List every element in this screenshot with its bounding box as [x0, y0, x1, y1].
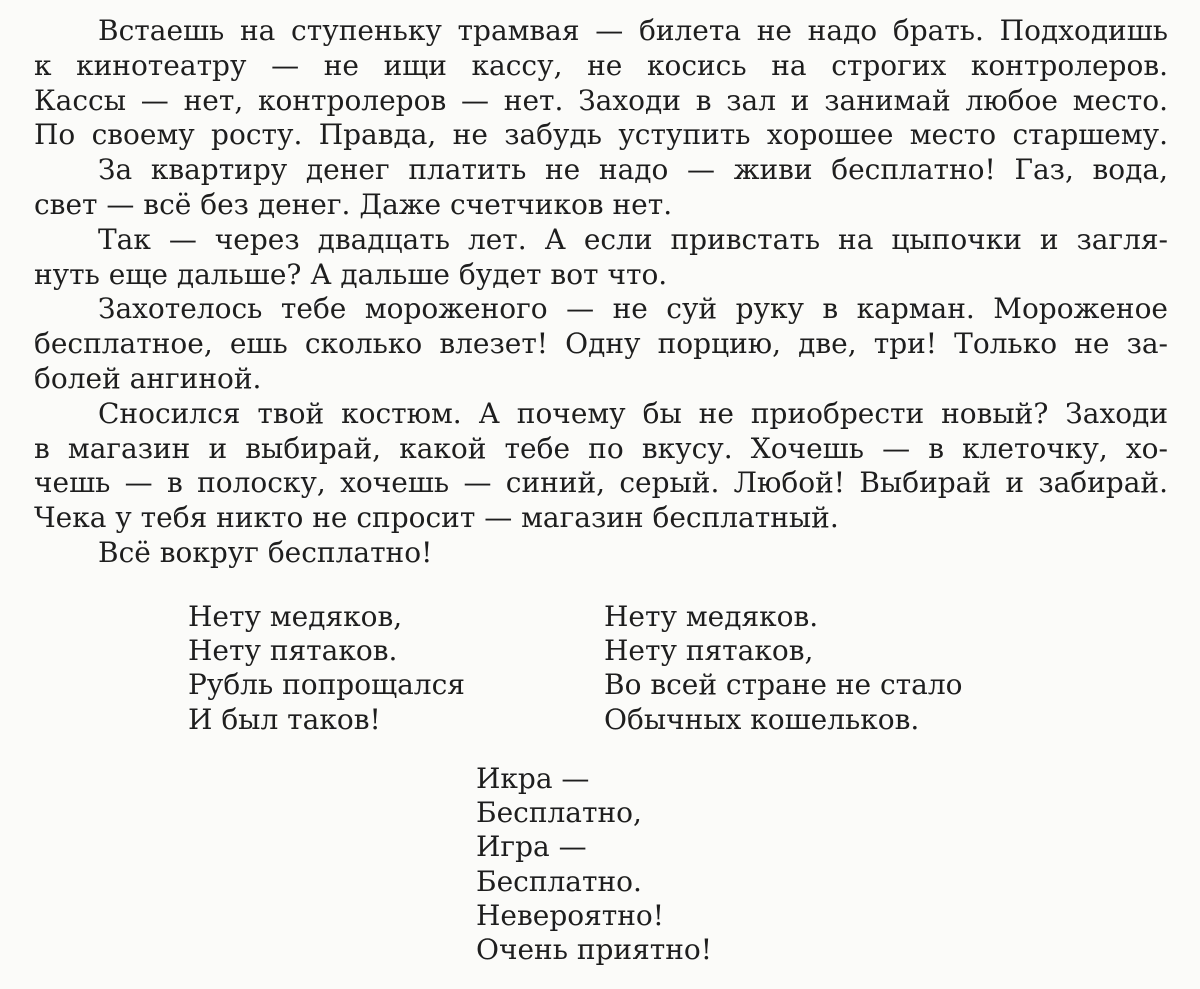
poem-stanza-right	[604, 600, 962, 737]
paragraph-line: Всё вокруг бесплатно!	[98, 535, 433, 569]
poem-line: Икра —	[476, 762, 590, 795]
poem-line: Нету медяков.	[604, 600, 819, 633]
paragraph-line: нуть еще дальше? А дальше будет вот что.	[34, 257, 668, 291]
poem-stanza-left	[188, 600, 465, 737]
poem-line: И был таков!	[188, 702, 381, 736]
poem-line: Нету пятаков,	[604, 634, 814, 668]
paragraph-line: свет — всё без денег. Даже счетчиков нет.	[34, 187, 673, 221]
poem-line: Невероятно!	[476, 898, 665, 932]
paragraph-line: бесплатное, ешь сколько влезет! Одну порцию, две, три! Только не за-	[34, 327, 1168, 361]
paragraph-line: Сносился твой костюм. А почему бы не приобрести новый? Заходи	[98, 396, 1168, 430]
poem-line: Нету пятаков.	[188, 634, 398, 668]
paragraph-line: болей ангиной.	[34, 361, 262, 395]
poem-line: Бесплатно,	[476, 796, 642, 830]
paragraph-line: чешь — в полоску, хочешь — синий, серый. Любой! Выбирай и забирай.	[34, 466, 1168, 500]
prose-block	[34, 14, 1168, 571]
paragraph-line: Встаешь на ступеньку трамвая — билета не надо брать. Подходишь	[98, 14, 1168, 47]
poem-line: Во всей стране не стало	[604, 668, 963, 702]
poem-line: Нету медяков,	[188, 600, 403, 633]
paragraph-line: За квартиру денег платить не надо — живи бесплатно! Газ, вода,	[98, 153, 1168, 187]
paragraph-line: в магазин и выбирай, какой тебе по вкусу. Хочешь — в клеточку, хо-	[34, 431, 1168, 465]
poem-line: Рубль попрощался	[188, 668, 465, 702]
poem-line: Очень приятно!	[476, 932, 713, 966]
paragraph-line: к кинотеатру — не ищи кассу, не косись на строгих контролеров.	[34, 48, 1168, 82]
paragraph-line: Кассы — нет, контролеров — нет. Заходи в зал и занимай любое место.	[34, 83, 1168, 117]
poem-line: Обычных кошельков.	[604, 702, 920, 736]
paragraph-line: Чека у тебя никто не спросит — магазин бесплатный.	[34, 501, 839, 535]
poem-line: Бесплатно.	[476, 864, 642, 898]
paragraph-line: Захотелось тебе мороженого — не суй руку в карман. Мороженое	[98, 292, 1168, 326]
paragraph-line: Так — через двадцать лет. А если привстать на цыпочки и загля-	[98, 222, 1168, 256]
poem-stanza-center	[476, 762, 712, 967]
poem-line: Игра —	[476, 830, 587, 864]
paragraph-line: По своему росту. Правда, не забудь уступить хорошее место старшему.	[34, 118, 1168, 152]
